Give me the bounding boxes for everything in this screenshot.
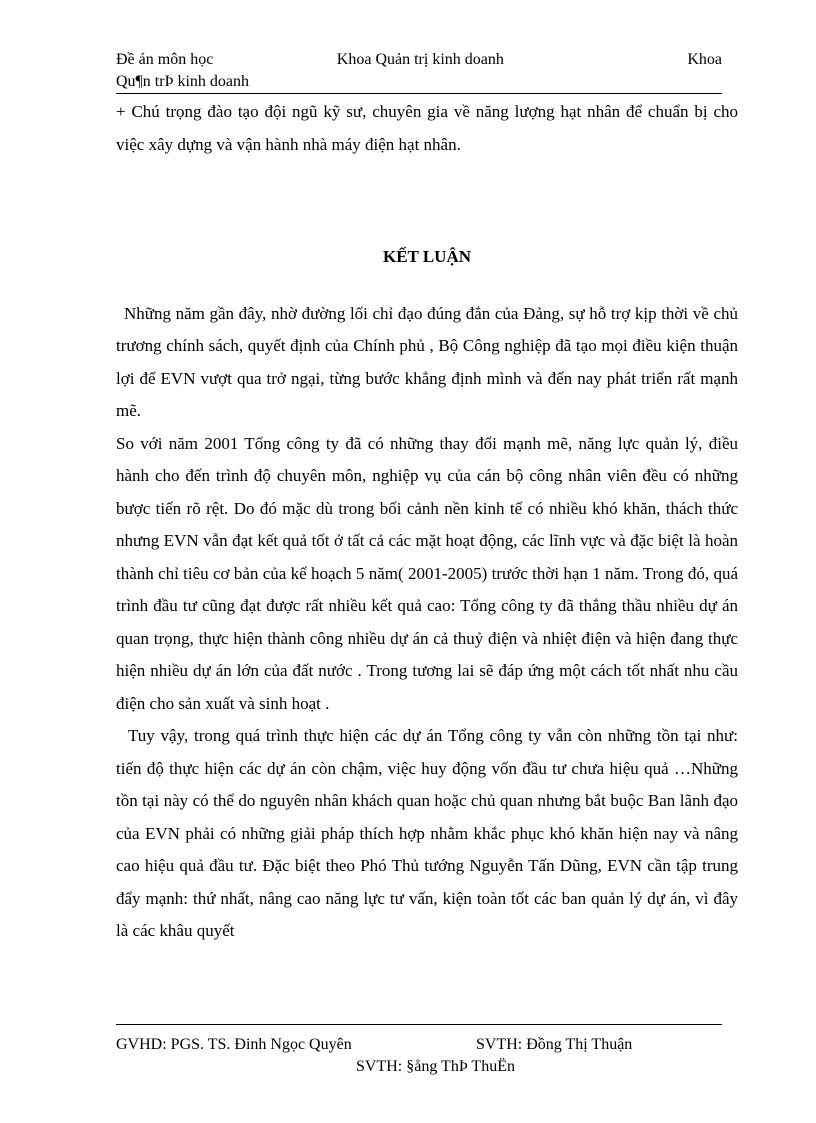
footer-student-alt: SVTH: §ång ThÞ ThuËn xyxy=(356,1058,515,1075)
footer-student: SVTH: Đồng Thị Thuận xyxy=(476,1036,633,1053)
footer-divider xyxy=(116,1024,722,1025)
header-line2: Qu¶n trÞ kinh doanh xyxy=(116,73,250,90)
section-heading: KẾT LUẬN xyxy=(382,247,471,266)
paragraph-3: Tuy vậy, trong quá trình thực hiện các dự án Tổng công ty vẫn còn những tồn tại như: tiến độ thực hiện các dự án còn chậm, việc huy động vốn đầu tư chưa hiệu quả …Những tồn tại này có thể do nguyên nhân khách quan hoặc chủ quan nhưng bắt buộc Ban lãnh đạo của EVN phải có những giải pháp thích hợp nhằm khắc phục khó khăn hiện nay và nâng cao hiệu quả đầu tư. Đặc biệt theo Phó Thủ tướng Nguyễn Tấn Dũng, EVN cần tập trung đẩy mạnh: thứ nhất, nâng cao năng lực tư vấn, kiện toàn tốt các ban quản lý dự án, vì đây là các khâu quyết xyxy=(116,726,738,940)
header-divider xyxy=(116,93,722,94)
paragraph-2: So với năm 2001 Tổng công ty đã có những thay đổi mạnh mẽ, năng lực quản lý, điều hành cho đến trình độ chuyên môn, nghiệp vụ của cán bộ công nhân viên đều có những bược tiến rõ rệt. Do đó mặc dù trong bối cảnh nền kinh tế có nhiều khó khăn, thách thức nhưng EVN vẫn đạt kết quả tốt ở tất cả các mặt hoạt động, các lĩnh vực và đặc biệt là hoàn thành chỉ tiêu cơ bản của kế hoạch 5 năm( 2001-2005) trước thời hạn 1 năm. Trong đó, quá trình đầu tư cũng đạt được rất nhiều kết quả cao: Tổng công ty đã thắng thầu nhiều dự án quan trọng, thực hiện thành công nhiều dự án cả thuỷ điện và nhiệt điện và hiện đang thực hiện nhiều dự án lớn của đất nước . Trong tương lai sẽ đáp ứng một cách tốt nhất nhu cầu điện cho sản xuất và sinh hoạt . xyxy=(116,433,738,713)
footer-advisor: GVHD: PGS. TS. Đinh Ngọc Quyên xyxy=(116,1036,352,1053)
document-body xyxy=(116,96,738,948)
paragraph-1: Những năm gần đây, nhờ đường lối chỉ đạo đúng đắn của Đảng, sự hỗ trợ kịp thời về chủ trương chính sách, quyết định của Chính phủ , Bộ Công nghiệp đã tạo mọi điều kiện thuận lợi để EVN vượt qua trở ngại, từng bước khẳng định mình và đến nay phát triển rất mạnh mẽ. xyxy=(116,303,738,420)
page-footer xyxy=(116,1034,722,1078)
header-right: Khoa xyxy=(687,51,722,68)
page-header xyxy=(116,49,722,93)
header-faculty: Khoa Quản trị kinh doanh xyxy=(336,51,504,68)
intro-paragraph: + Chú trọng đào tạo đội ngũ kỹ sư, chuyên gia về năng lượng hạt nhân để chuẩn bị cho việc xây dựng và vận hành nhà máy điện hạt nhân. xyxy=(116,102,738,154)
header-course: Đề án môn học xyxy=(116,51,214,68)
